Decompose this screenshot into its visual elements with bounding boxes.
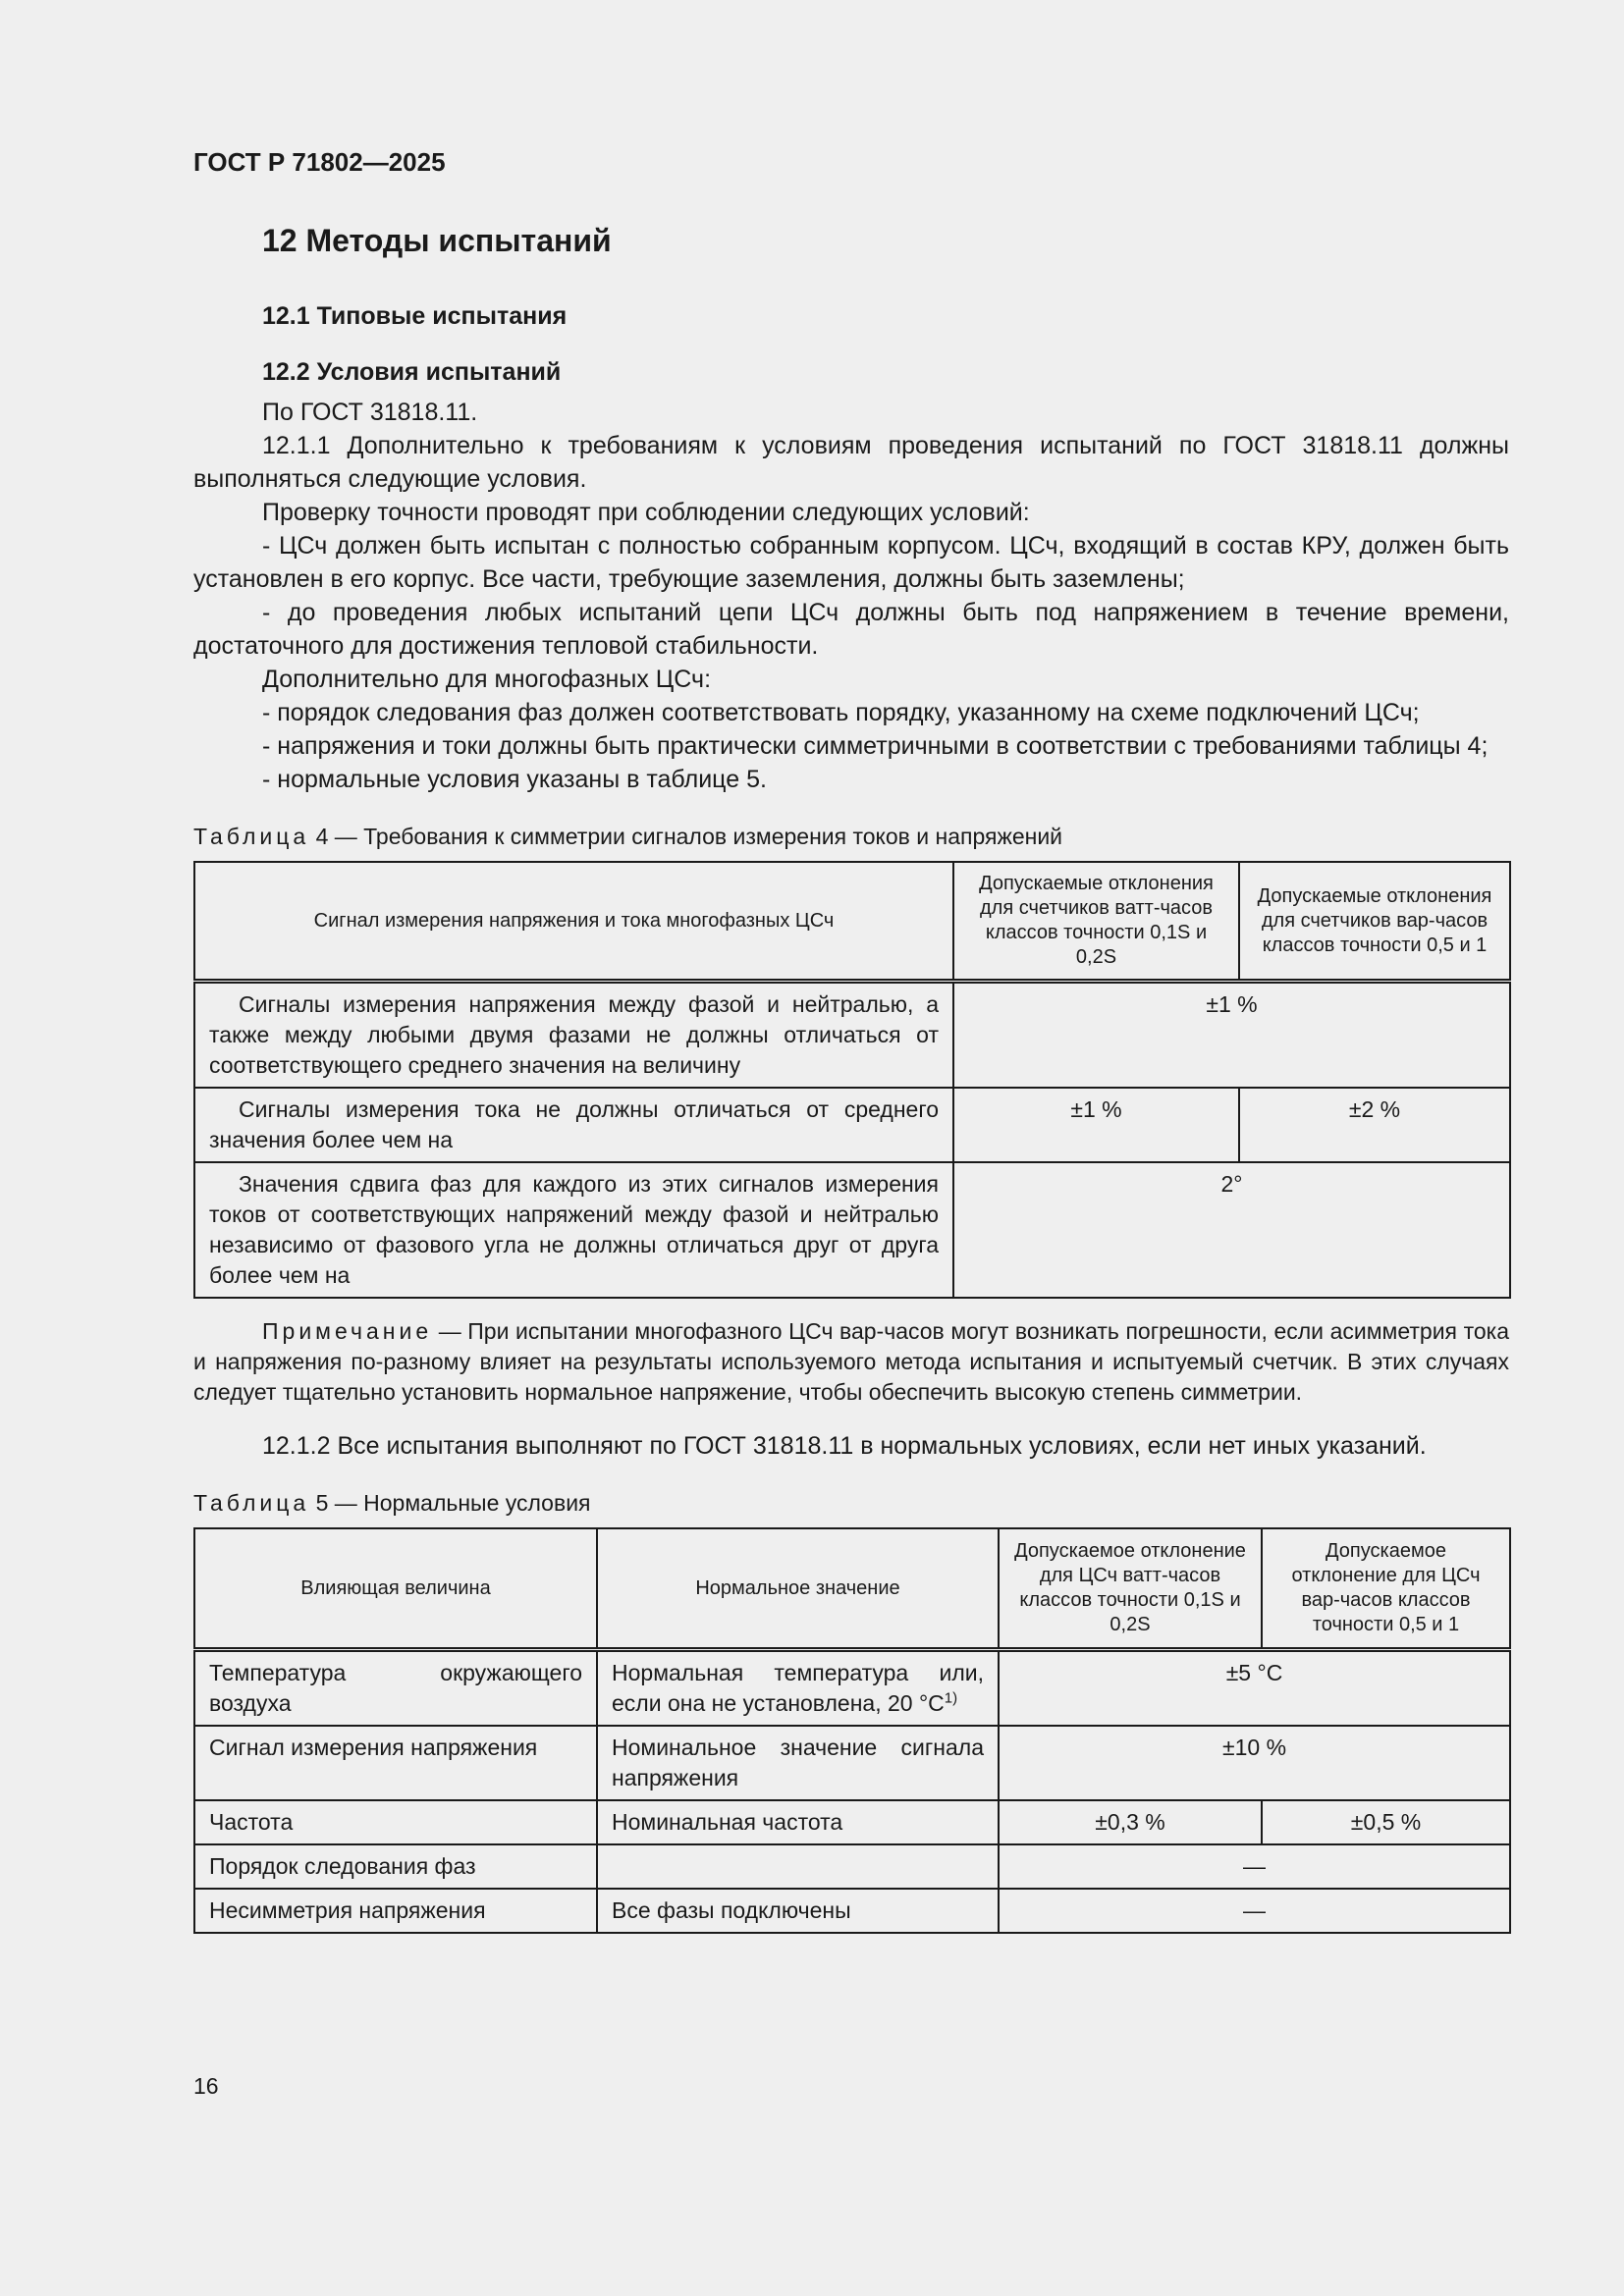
- table-header-cell: Нормальное значение: [597, 1528, 999, 1650]
- list-item: - напряжения и токи должны быть практически симметричными в соответствии с требованиями таблицы 4;: [262, 732, 1489, 761]
- paragraph: Дополнительно для многофазных ЦСч:: [262, 666, 712, 694]
- table-row: [194, 1844, 1510, 1889]
- table-header-row: [194, 1528, 1510, 1650]
- table-cell: ±2 %: [1239, 1088, 1510, 1162]
- note-label: Примечание: [262, 1318, 433, 1345]
- table-cell: Сигнал измерения напряжения: [194, 1726, 597, 1800]
- table-header-cell: Влияющая величина: [194, 1528, 597, 1650]
- table-cell: [597, 1650, 999, 1727]
- paragraph: Проверку точности проводят при соблюдении следующих условий:: [262, 499, 1030, 527]
- subsection-title-1: 12.1 Типовые испытания: [262, 302, 568, 331]
- table-header-cell: Допускаемое отклонение для ЦСч ватт-часов классов точности 0,1S и 0,2S: [999, 1528, 1262, 1650]
- table-row: [194, 1889, 1510, 1933]
- page-number: 16: [193, 2073, 219, 2099]
- table-cell: ±0,3 %: [999, 1800, 1262, 1844]
- standard-id: ГОСТ Р 71802—2025: [193, 147, 446, 177]
- list-item: - порядок следования фаз должен соответствовать порядку, указанному на схеме подключений ЦСч;: [262, 699, 1420, 727]
- cell-text: Нормальная температура или, если она не установлена, 20 °C: [612, 1660, 984, 1717]
- table-row: [194, 1162, 1510, 1298]
- table-row: [194, 1088, 1510, 1162]
- table-cell: ±5 °C: [999, 1650, 1510, 1727]
- table-cell: ±1 %: [953, 1088, 1239, 1162]
- table5-caption-text: 5 — Нормальные условия: [309, 1490, 591, 1517]
- table-cell: Номинальное значение сигнала напряжения: [597, 1726, 999, 1800]
- table-note: [193, 1316, 1509, 1408]
- table-row: [194, 1800, 1510, 1844]
- subsection-title-2: 12.2 Условия испытаний: [262, 357, 562, 386]
- table-row: [194, 1726, 1510, 1800]
- table-header-cell: Допускаемые отклонения для счетчиков вар-часов классов точности 0,5 и 1: [1239, 862, 1510, 982]
- footnote-marker: 1): [944, 1689, 958, 1707]
- list-item: - ЦСч должен быть испытан с полностью собранным корпусом. ЦСч, входящий в состав КРУ, должен быть установлен в его корпус. Все части, требующие заземления, должны быть заземлены;: [193, 532, 1509, 594]
- table-header-cell: Допускаемые отклонения для счетчиков ватт-часов классов точности 0,1S и 0,2S: [953, 862, 1239, 982]
- table-header-cell: Сигнал измерения напряжения и тока многофазных ЦСч: [194, 862, 953, 982]
- paragraph: По ГОСТ 31818.11.: [262, 399, 478, 427]
- table-4: [193, 861, 1511, 1299]
- table-header-cell: Допускаемое отклонение для ЦСч вар-часов классов точности 0,5 и 1: [1262, 1528, 1510, 1650]
- list-item: - до проведения любых испытаний цепи ЦСч должны быть под напряжением в течение времени, достаточного для достижения тепловой стабильности.: [193, 599, 1509, 661]
- table-cell: 2°: [953, 1162, 1510, 1298]
- paragraph: 12.1.2 Все испытания выполняют по ГОСТ 31818.11 в нормальных условиях, если нет иных указаний.: [262, 1432, 1427, 1461]
- content: [193, 222, 1509, 1934]
- table4-caption-text: 4 — Требования к симметрии сигналов измерения токов и напряжений: [309, 824, 1063, 850]
- table-5: [193, 1527, 1511, 1934]
- table-cell: —: [999, 1844, 1510, 1889]
- table-cell: ±1 %: [953, 982, 1510, 1089]
- table-cell: ±10 %: [999, 1726, 1510, 1800]
- table-cell: Температура окружающего воздуха: [194, 1650, 597, 1727]
- table-cell: Несимметрия напряжения: [194, 1889, 597, 1933]
- table-cell: —: [999, 1889, 1510, 1933]
- table4-caption: [193, 822, 1509, 851]
- table-row: [194, 982, 1510, 1089]
- table5-caption: [193, 1488, 1509, 1518]
- table-header-row: [194, 862, 1510, 982]
- table-cell: Сигналы измерения напряжения между фазой и нейтралью, а также между любыми двумя фазами не должны отличаться от соответствующего среднего значения на величину: [194, 982, 953, 1089]
- table-row: [194, 1650, 1510, 1727]
- paragraph: 12.1.1 Дополнительно к требованиям к условиям проведения испытаний по ГОСТ 31818.11 должны выполняться следующие условия.: [193, 432, 1509, 494]
- table-cell: ±0,5 %: [1262, 1800, 1510, 1844]
- table-cell: Номинальная частота: [597, 1800, 999, 1844]
- table5-caption-label: Таблица: [193, 1490, 310, 1517]
- table-cell: Частота: [194, 1800, 597, 1844]
- table-cell: Сигналы измерения тока не должны отличаться от среднего значения более чем на: [194, 1088, 953, 1162]
- table-cell: Порядок следования фаз: [194, 1844, 597, 1889]
- table-cell: Значения сдвига фаз для каждого из этих сигналов измерения токов от соответствующих напряжений между фазой и нейтралью независимо от фазового угла не должны отличаться друг от друга более чем на: [194, 1162, 953, 1298]
- table-cell: [597, 1844, 999, 1889]
- table-cell: Все фазы подключены: [597, 1889, 999, 1933]
- list-item: - нормальные условия указаны в таблице 5.: [262, 766, 767, 794]
- note-text: — При испытании многофазного ЦСч вар-часов могут возникать погрешности, если асимметрия тока и напряжения по-разному влияет на результаты используемого метода испытания и испытуемый счетчик. В этих случаях следует тщательно установить нормальное напряжение, чтобы обеспечить высокую степень симметрии.: [193, 1318, 1509, 1406]
- table4-caption-label: Таблица: [193, 824, 310, 850]
- section-title: 12 Методы испытаний: [262, 223, 612, 258]
